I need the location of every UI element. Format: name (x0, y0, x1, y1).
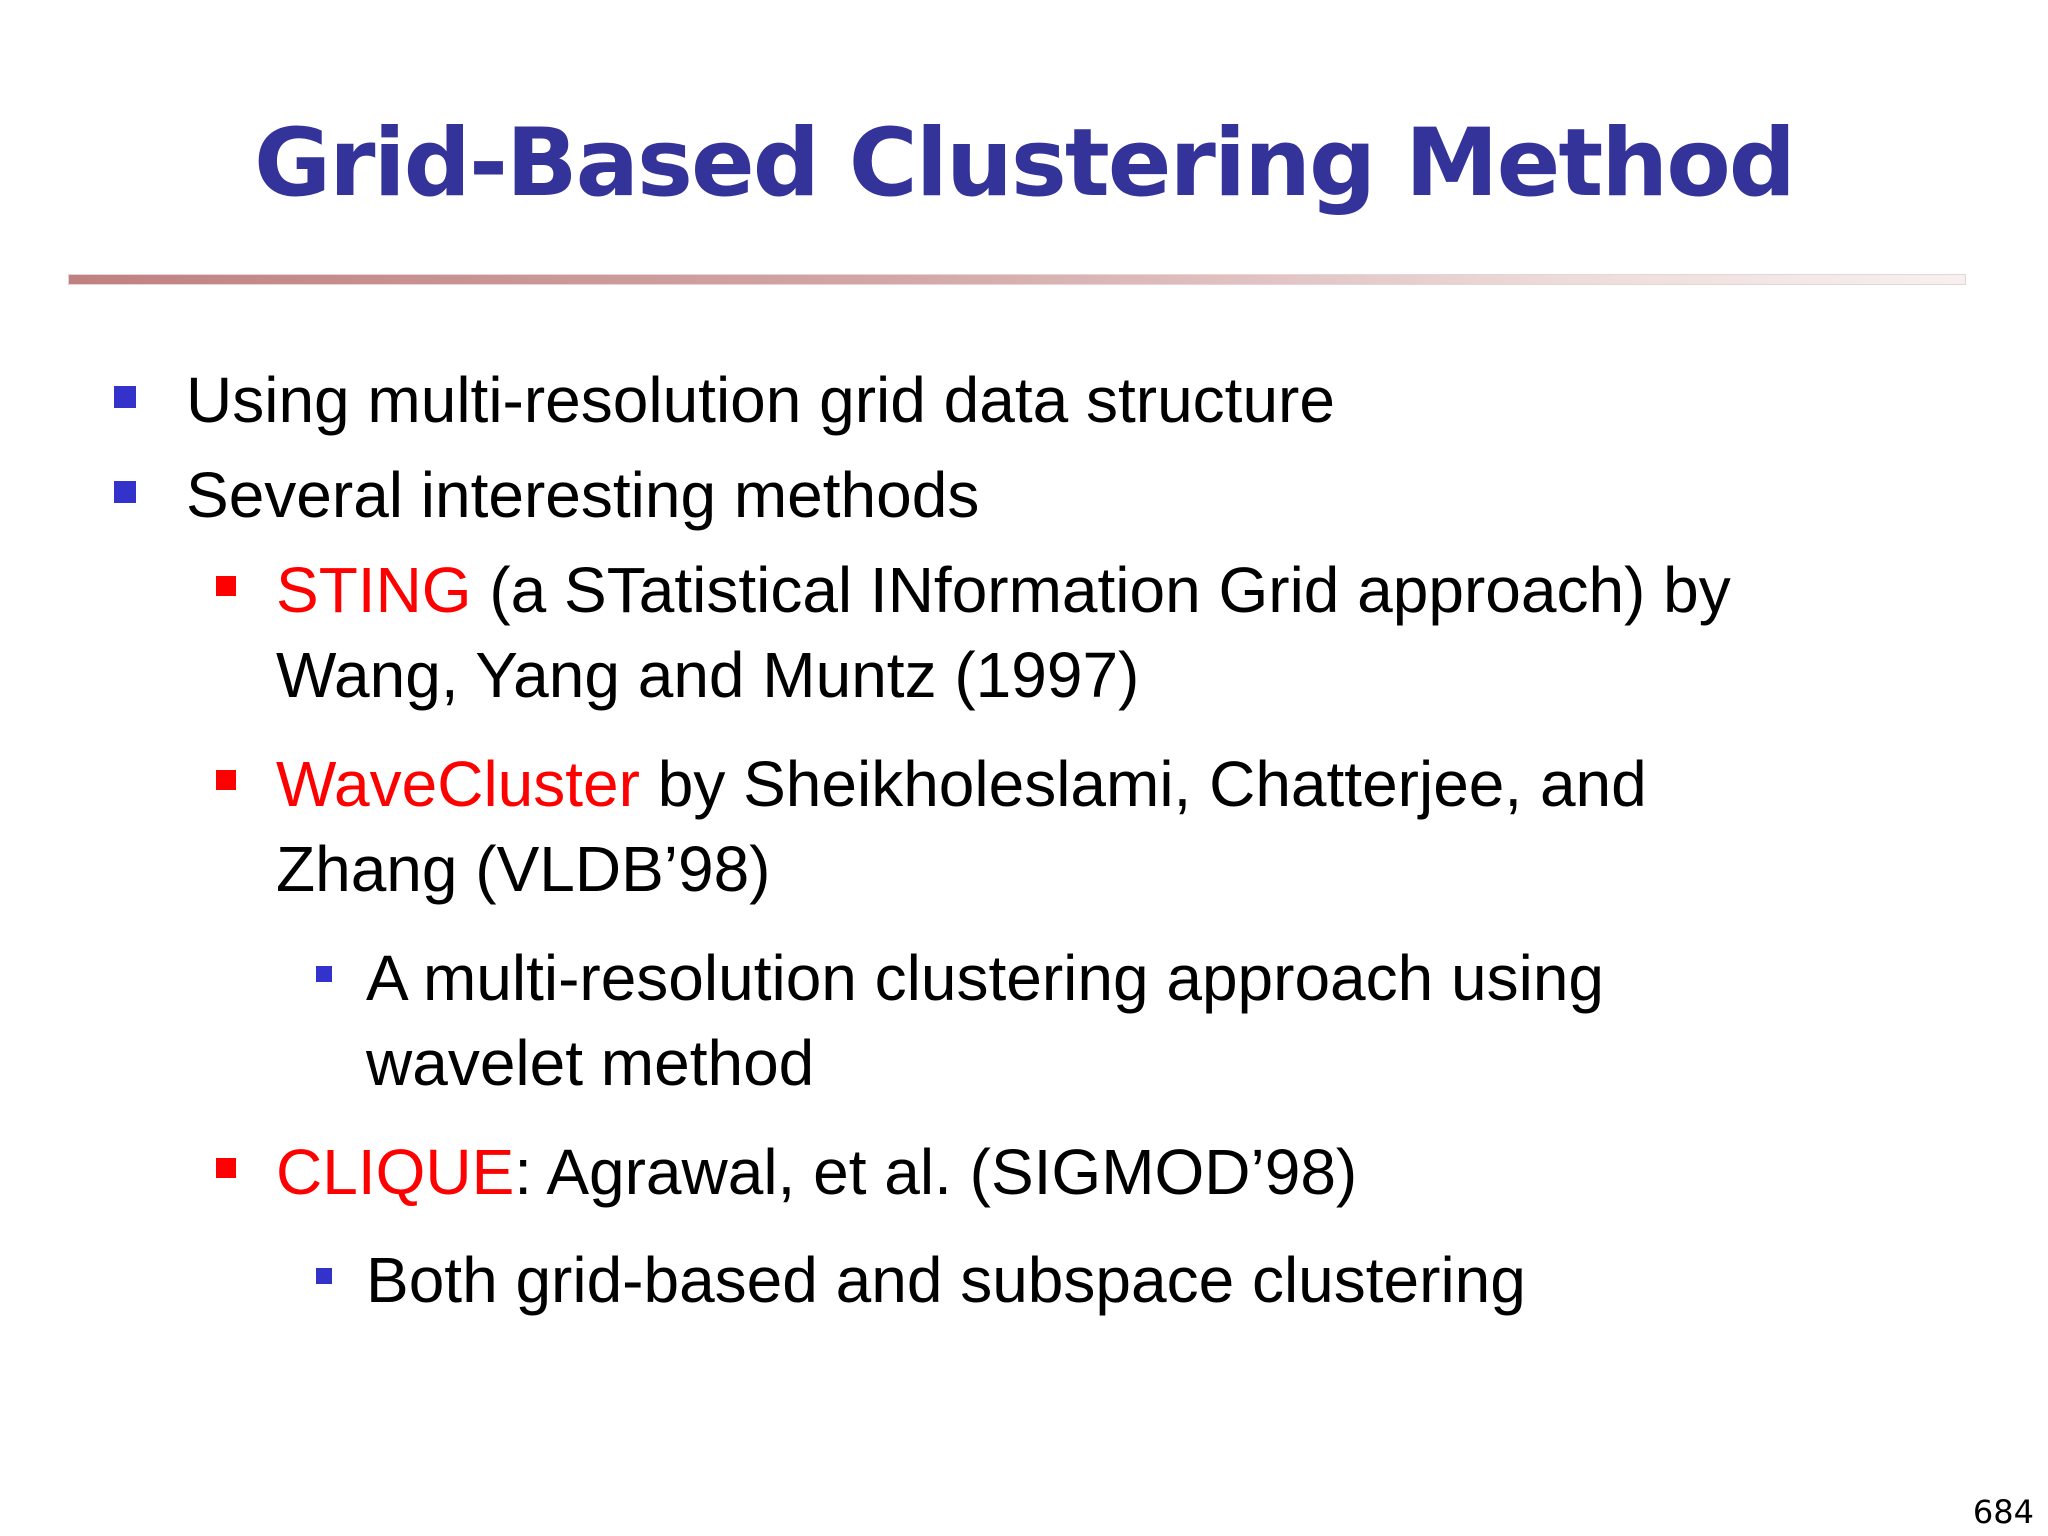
blue-square-bullet-icon (114, 386, 136, 408)
red-square-bullet-icon (216, 1158, 236, 1178)
slide-title: Grid-Based Clustering Method (253, 109, 1795, 218)
bullet-text: by Sheikholeslami, Chatterjee, and (639, 748, 1647, 820)
bullet-text: (a STatistical INformation Grid approach) by (471, 554, 1731, 626)
red-square-bullet-icon (216, 770, 236, 790)
method-keyword: CLIQUE (276, 1136, 515, 1208)
blue-small-square-bullet-icon (316, 966, 332, 982)
sub-bullet-item (276, 548, 1731, 718)
sub-bullet-item (276, 1130, 1357, 1215)
sub-bullet-item (276, 742, 1647, 912)
sub-sub-bullet-item (366, 936, 1604, 1106)
bullet-text-continuation: Wang, Yang and Muntz (1997) (276, 639, 1140, 711)
bullet-text: A multi-resolution clustering approach using (366, 942, 1604, 1014)
bullet-text: Several interesting methods (186, 459, 980, 531)
bullet-item (186, 453, 979, 538)
bullet-text: Using multi-resolution grid data structure (186, 364, 1335, 436)
page-number: 684 (1972, 1493, 2034, 1531)
blue-square-bullet-icon (114, 481, 136, 503)
bullet-text: Both grid-based and subspace clustering (366, 1244, 1526, 1316)
red-square-bullet-icon (216, 576, 236, 596)
sub-sub-bullet-item (366, 1238, 1526, 1323)
bullet-text-continuation: Zhang (VLDB’98) (276, 833, 771, 905)
bullet-item (186, 358, 1335, 443)
bullet-text: : Agrawal, et al. (SIGMOD’98) (514, 1136, 1358, 1208)
method-keyword: STING (276, 554, 472, 626)
method-keyword: WaveCluster (276, 748, 640, 820)
blue-small-square-bullet-icon (316, 1268, 332, 1284)
bullet-text-continuation: wavelet method (366, 1027, 815, 1099)
